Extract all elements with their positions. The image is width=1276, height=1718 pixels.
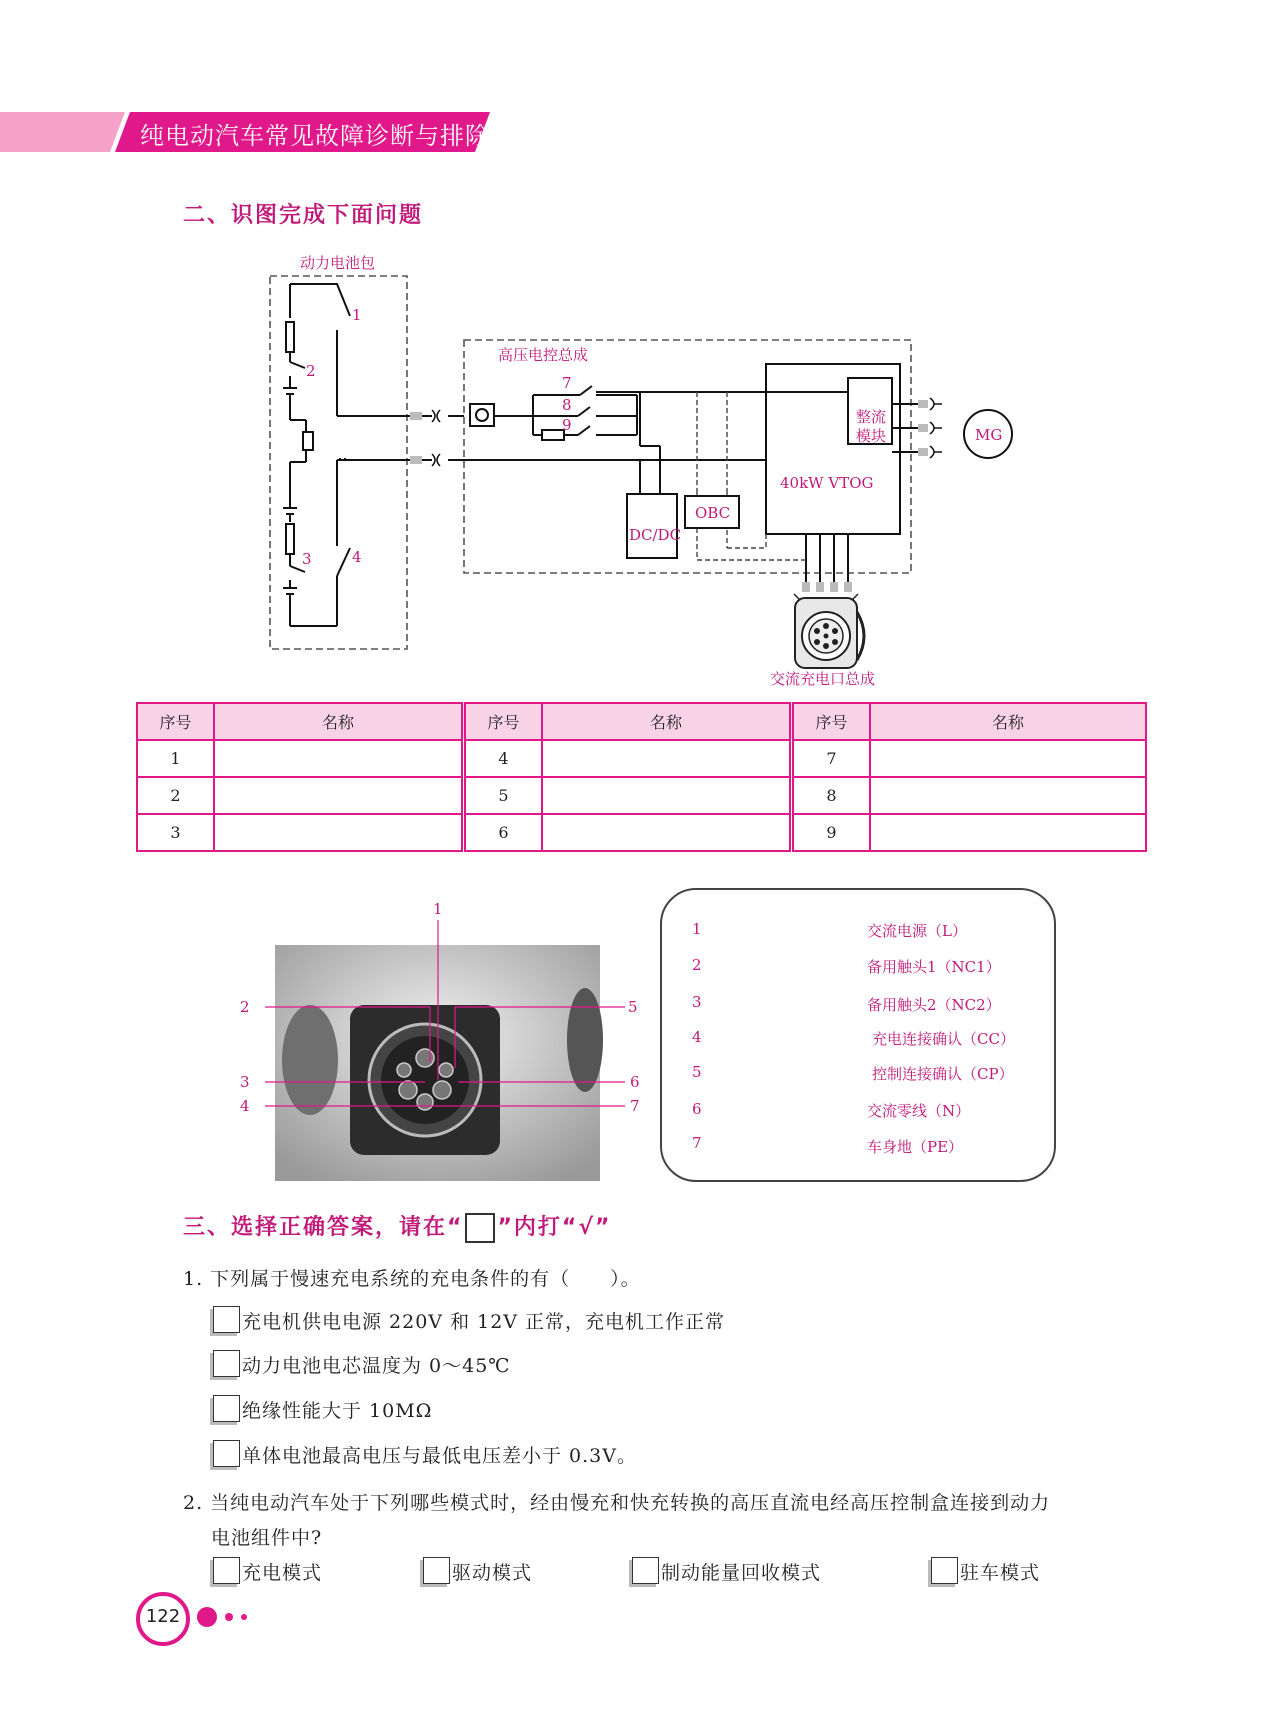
table-cell-num: 8	[792, 777, 871, 814]
q1-option-3-checkbox[interactable]	[213, 1395, 240, 1422]
table-cell-num: 6	[464, 814, 543, 851]
q2-option-1-checkbox[interactable]	[213, 1557, 240, 1584]
table-cell-num: 3	[137, 814, 214, 851]
photo-callout-4: 4	[240, 1097, 250, 1115]
question-2-text-line1: 2. 当纯电动汽车处于下列哪些模式时，经由慢充和快充转换的高压直流电经高压控制盒连接到动力	[183, 1492, 1051, 1514]
q2-option-2-label: 驱动模式	[452, 1562, 533, 1584]
charge-port-photo	[230, 890, 650, 1190]
table-cell-num: 5	[464, 777, 543, 814]
pin-legend	[660, 888, 1056, 1182]
table-cell-name[interactable]	[870, 777, 1146, 814]
legend-desc: 车身地（PE）	[867, 1138, 964, 1156]
table-header: 名称	[542, 703, 792, 740]
rectifier-label-2: 模块	[856, 427, 887, 445]
legend-num: 6	[692, 1100, 702, 1118]
table-header-row	[137, 703, 1146, 740]
legend-desc: 交流零线（N）	[867, 1102, 971, 1120]
table-cell-name[interactable]	[542, 777, 792, 814]
section3-title-a: 三、选择正确答案，请在“	[183, 1215, 464, 1240]
page-dots-icon	[196, 1605, 256, 1629]
ac-port-label: 交流充电口总成	[770, 670, 876, 688]
checkbox-icon	[465, 1213, 495, 1243]
rectifier-label-1: 整流	[856, 408, 887, 426]
diagram-num-3: 3	[302, 550, 312, 568]
table-cell-num: 2	[137, 777, 214, 814]
diagram-num-4: 4	[352, 548, 362, 566]
table-header: 序号	[137, 703, 214, 740]
table-cell-name[interactable]	[870, 740, 1146, 777]
legend-desc: 备用触头2（NC2）	[867, 996, 1001, 1014]
table-cell-name[interactable]	[214, 814, 464, 851]
battery-pack-label: 动力电池包	[300, 254, 376, 272]
legend-num: 4	[692, 1028, 702, 1046]
photo-callout-5: 5	[628, 998, 638, 1016]
photo-callout-2: 2	[240, 998, 250, 1016]
table-cell-num: 7	[792, 740, 871, 777]
legend-desc: 充电连接确认（CC）	[872, 1030, 1015, 1048]
obc-label: OBC	[695, 504, 731, 522]
photo-callout-7: 7	[630, 1097, 640, 1115]
table-cell-num: 1	[137, 740, 214, 777]
q1-option-4-checkbox[interactable]	[213, 1440, 240, 1467]
ac-charge-port-drawing	[794, 594, 864, 668]
legend-desc: 控制连接确认（CP）	[872, 1065, 1014, 1083]
vtog-label: 40kW VTOG	[780, 474, 874, 492]
component-name-table	[136, 702, 1147, 852]
table-header: 序号	[464, 703, 543, 740]
q1-option-1-label: 充电机供电电源 220V 和 12V 正常，充电机工作正常	[242, 1311, 726, 1333]
diagram-num-8: 8	[562, 396, 572, 414]
table-row	[137, 814, 1146, 851]
diagram-num-1: 1	[352, 306, 362, 324]
table-cell-name[interactable]	[214, 777, 464, 814]
table-cell-num: 4	[464, 740, 543, 777]
table-cell-name[interactable]	[870, 814, 1146, 851]
diagram-num-2: 2	[306, 362, 316, 380]
circuit-diagram	[0, 0, 1276, 700]
table-row	[137, 777, 1146, 814]
motor-label: MG	[975, 426, 1003, 444]
table-header: 序号	[792, 703, 871, 740]
q2-option-3-label: 制动能量回收模式	[661, 1562, 822, 1584]
legend-num: 5	[692, 1063, 702, 1081]
table-cell-name[interactable]	[214, 740, 464, 777]
table-row	[137, 740, 1146, 777]
q1-option-1-checkbox[interactable]	[213, 1306, 240, 1333]
photo-callout-1: 1	[433, 900, 443, 918]
section2-title: 二、识图完成下面问题	[183, 203, 424, 228]
photo-callout-3: 3	[240, 1073, 250, 1091]
table-cell-name[interactable]	[542, 740, 792, 777]
q2-option-3-checkbox[interactable]	[632, 1557, 659, 1584]
q1-option-2-label: 动力电池电芯温度为 0～45℃	[242, 1355, 511, 1377]
table-header: 名称	[870, 703, 1146, 740]
question-2-text-line2: 电池组件中?	[211, 1527, 323, 1549]
page-number: 122	[145, 1606, 181, 1627]
legend-num: 7	[692, 1134, 702, 1152]
legend-num: 1	[692, 920, 702, 938]
q2-option-1-label: 充电模式	[242, 1562, 323, 1584]
q2-option-4-label: 驻车模式	[960, 1562, 1041, 1584]
q1-option-3-label: 绝缘性能大于 10MΩ	[242, 1400, 433, 1422]
q1-option-2-checkbox[interactable]	[213, 1350, 240, 1377]
legend-num: 3	[692, 993, 702, 1011]
header-title: 纯电动汽车常见故障诊断与排除	[140, 122, 490, 150]
legend-desc: 交流电源（L）	[867, 922, 967, 940]
q2-option-2-checkbox[interactable]	[423, 1557, 450, 1584]
section3-title	[183, 1210, 612, 1243]
table-header: 名称	[214, 703, 464, 740]
dcdc-label: DC/DC	[629, 526, 682, 544]
diagram-num-7: 7	[562, 374, 572, 392]
question-1-text: 1. 下列属于慢速充电系统的充电条件的有（ ）。	[183, 1268, 641, 1290]
photo-callout-6: 6	[630, 1073, 640, 1091]
section3-title-b: ”内打“√”	[497, 1215, 612, 1240]
table-cell-name[interactable]	[542, 814, 792, 851]
table-cell-num: 9	[792, 814, 871, 851]
legend-num: 2	[692, 956, 702, 974]
hv-controller-label: 高压电控总成	[498, 346, 589, 364]
diagram-num-9: 9	[562, 416, 572, 434]
legend-desc: 备用触头1（NC1）	[867, 958, 1001, 976]
q1-option-4-label: 单体电池最高电压与最低电压差小于 0.3V。	[242, 1445, 637, 1467]
q2-option-4-checkbox[interactable]	[931, 1557, 958, 1584]
